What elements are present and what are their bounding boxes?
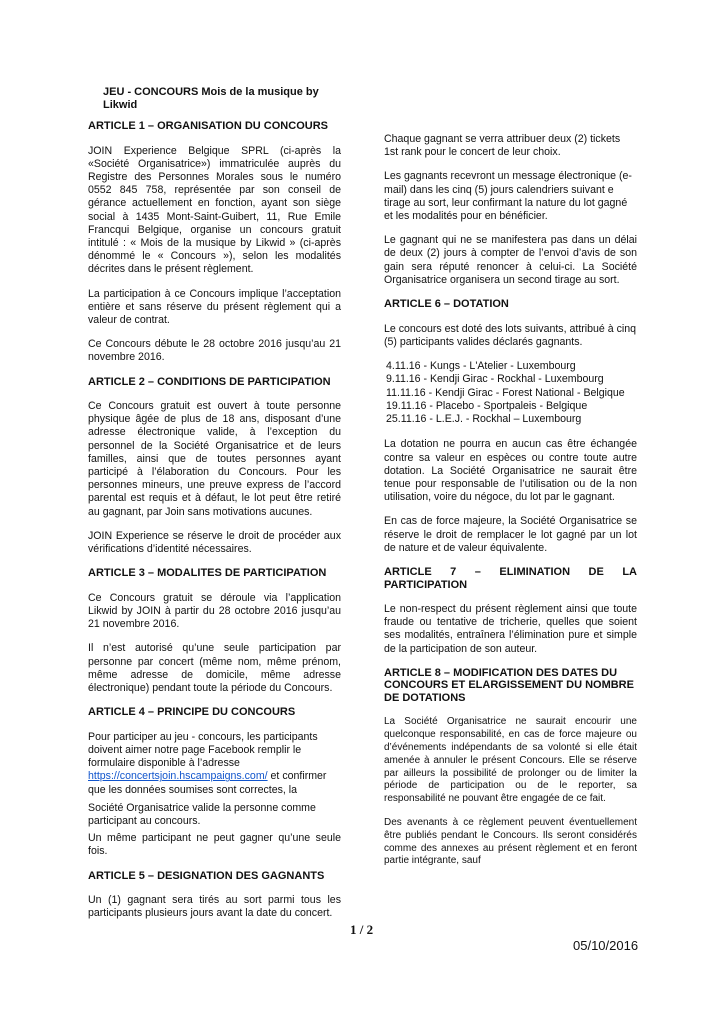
article-1-paragraph-3: Ce Concours débute le 28 octobre 2016 jusqu’au 21 novembre 2016. [88, 338, 341, 364]
article-4-paragraph-1 [88, 731, 341, 797]
article-6-paragraph-2: La dotation ne pourra en aucun cas être échangée contre sa valeur en espèces ou contre toute autre dotation. La Société Organisatrice ne saurait être tenue pour responsable de l’utilisation ou de la non utilisation, voire du négoce, du lot par le gagnant. [384, 438, 637, 504]
prize-item: 4.11.16 - Kungs - L'Atelier - Luxembourg [386, 359, 576, 372]
article-3-paragraph-2: Il n’est autorisé qu’une seule participation par personne par concert (même nom, même prénom, même adresse de domicile, même adresse électronique) pendant toute la période du Concours. [88, 642, 341, 694]
article-6-paragraph-1: Le concours est doté des lots suivants, attribué à cinq (5) participants valides déclarés gagnants. [384, 322, 637, 348]
article-7-paragraph-1: Le non-respect du présent règlement ainsi que toute fraude ou tentative de tricherie, quelles que soient ses modalités, entraînera l’élimination pure et simple de la participation de son auteur. [384, 603, 637, 655]
document-date: 05/10/2016 [573, 938, 639, 953]
article-2-heading: ARTICLE 2 – CONDITIONS DE PARTICIPATION [88, 375, 331, 388]
article-8-paragraph-1: La Société Organisatrice ne saurait encourir une quelconque responsabilité, en cas de force majeure ou d’événements indépendants de sa volonté si elle était amenée à annuler le présent Concours. Elle se réserve par ailleurs la possibilité de prolonger ou de limiter la période de participation ou de le reporter, sa responsabilité ne pouvant être engagée de ce fait. [384, 716, 637, 805]
article-4-text-after-link: et confirmer que les données soumises sont correctes, la [88, 770, 327, 796]
article-4-paragraph-2: Société Organisatrice valide la personne comme participant au concours. [88, 801, 316, 827]
campaign-link[interactable]: https://concertsjoin.hscampaigns.com/ [88, 770, 268, 783]
article-4-text-before-link: Pour participer au jeu - concours, les participants doivent aimer notre page Facebook remplir le formulaire disponible à l’adresse [88, 730, 318, 770]
prize-item: 25.11.16 - L.E.J. - Rockhal – Luxembourg [386, 413, 582, 426]
article-2-paragraph-2: JOIN Experience se réserve le droit de procéder aux vérifications d’identité nécessaires. [88, 529, 341, 556]
article-5-continued-paragraph-2: Les gagnants recevront un message électronique (e-mail) dans les cinq (5) jours calendriers suivant e tirage au sort, leur confirmant la nature du lot gagné et les modalités pour en bénéficier. [384, 170, 632, 223]
article-6-paragraph-3: En cas de force majeure, la Société Organisatrice se réserve le droit de remplacer le lot gagné par un lot de nature et de valeur équivalente. [384, 515, 637, 554]
article-3-heading: ARTICLE 3 – MODALITES DE PARTICIPATION [88, 567, 327, 580]
article-5-continued-paragraph-1: Chaque gagnant se verra attribuer deux (2) tickets 1st rank pour le concert de leur choix. [384, 133, 621, 159]
article-2-paragraph-1: Ce Concours gratuit est ouvert à toute personne physique âgée de plus de 18 ans, disposant d’une adresse électronique valide, à l’exception du personnel de la Société Organisatrice et de leurs familles, ainsi que de toutes personnes ayant participé à l’élaboration du Concours. Pour les personnes mineurs, une preuve express de l’accord parental est requis et à défaut, le lot peut être retiré au gagnant, par Join sans motivations aucunes. [88, 400, 341, 518]
page-number: 1 / 2 [350, 922, 374, 937]
document-title: JEU - CONCOURS Mois de la musique by Likwid [103, 86, 319, 111]
article-1-paragraph-1: JOIN Experience Belgique SPRL (ci-après la «Société Organisatrice») immatriculée auprès du Registre des Personnes Morales sous le numéro 0552 845 758, représentée par son conseil de gérance actuellement en fonction, ayant son siège social à 1435 Mont-Saint-Guibert, 11, Rue Emile Francqui Belgique, organise un concours gratuit intitulé : « Mois de la musique by Likwid » (ci-après dénommé le « Concours »), selon les modalités décrites dans le présent règlement. [88, 144, 341, 276]
article-1-paragraph-2: La participation à ce Concours implique l’acceptation entière et sans réserve du présent règlement qui a valeur de contrat. [88, 287, 341, 326]
article-3-paragraph-1: Ce Concours gratuit se déroule via l’application Likwid by JOIN à partir du 28 octobre 2016 jusqu’au 21 novembre 2016. [88, 591, 341, 631]
article-4-paragraph-3: Un même participant ne peut gagner qu’une seule fois. [88, 832, 341, 858]
prize-item: 19.11.16 - Placebo - Sportpaleis - Belgique [386, 399, 588, 412]
left-column [88, 120, 341, 931]
article-1-heading: ARTICLE 1 – ORGANISATION DU CONCOURS [88, 120, 328, 132]
article-8-heading: ARTICLE 8 – MODIFICATION DES DATES DU CONCOURS ET ELARGISSEMENT DU NOMBRE DE DOTATIONS [384, 666, 634, 704]
prize-item: 9.11.16 - Kendji Girac - Rockhal - Luxembourg [386, 373, 604, 386]
article-5-paragraph-1: Un (1) gagnant sera tirés au sort parmi tous les participants plusieurs jours avant la date du concert. [88, 894, 341, 920]
article-8-paragraph-2: Des avenants à ce règlement peuvent éventuellement être publiés pendant le Concours. Ils seront considérés comme des annexes au présent règlement et en feront partie intégrante, sauf [384, 816, 637, 867]
prize-item: 11.11.16 - Kendji Girac - Forest National - Belgique [386, 386, 625, 399]
article-7-heading: ARTICLE 7 – ELIMINATION DE LA PARTICIPATION [384, 566, 637, 591]
article-4-heading: ARTICLE 4 – PRINCIPE DU CONCOURS [88, 706, 296, 719]
article-5-heading: ARTICLE 5 – DESIGNATION DES GAGNANTS [88, 869, 325, 882]
article-6-heading: ARTICLE 6 – DOTATION [384, 298, 509, 311]
prize-list [384, 360, 637, 426]
right-column [384, 133, 637, 879]
article-5-continued-paragraph-3: Le gagnant qui ne se manifestera pas dans un délai de deux (2) jours à compter de l’envoi d’avis de son gain sera réputé renoncer à celui-ci. La Société Organisatrice organisera un second tirage au sort. [384, 234, 637, 286]
